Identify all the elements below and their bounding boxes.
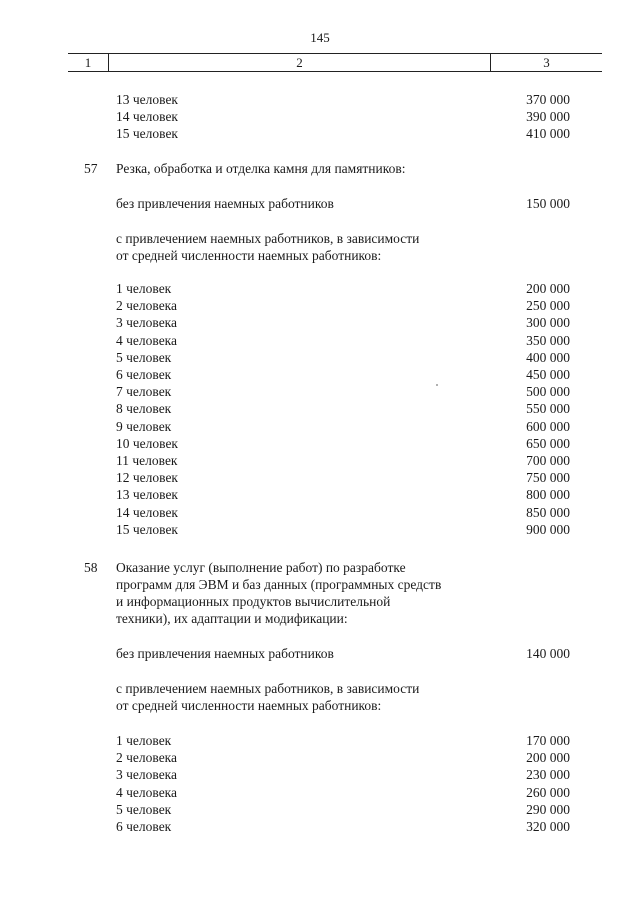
row-label: 11 человек: [116, 453, 178, 468]
row-value: 230 000: [526, 767, 570, 783]
row-value: 170 000: [526, 733, 570, 748]
section-number: 58: [84, 560, 98, 575]
row-value: 450 000: [526, 367, 570, 382]
scan-speck: [436, 384, 438, 386]
row-value: 600 000: [526, 418, 570, 434]
row-label: 13 человек: [116, 92, 178, 107]
row-value: 410 000: [526, 126, 570, 141]
hire-note-line: с привлечением наемных работников, в зависимости: [116, 681, 420, 696]
row-label: 14 человек: [116, 504, 178, 520]
row-label: 5 человек: [116, 349, 172, 365]
row-value: 400 000: [526, 349, 570, 365]
row-value: 650 000: [526, 435, 570, 451]
no-hire-label: без привлечения наемных работников: [116, 196, 334, 211]
row-label: 3 человека: [116, 315, 178, 331]
row-label: 10 человек: [116, 435, 178, 451]
row-label: 9 человек: [116, 418, 172, 434]
row-label: 1 человек: [116, 733, 172, 748]
section-title-line: Оказание услуг (выполнение работ) по разработке: [116, 560, 406, 575]
row-value: 290 000: [526, 801, 570, 817]
row-label: 1 человек: [116, 281, 172, 296]
row-value: 250 000: [526, 298, 570, 314]
no-hire-value: 150 000: [526, 196, 570, 211]
hire-note-line: с привлечением наемных работников, в зависимости: [116, 231, 420, 246]
row-value: 200 000: [526, 281, 570, 296]
header-col-1: 1: [84, 55, 92, 70]
hire-note-line: от средней численности наемных работников:: [116, 698, 382, 713]
page-number: 145: [310, 30, 330, 45]
row-label: 2 человека: [116, 298, 178, 314]
row-label: 13 человек: [116, 487, 178, 503]
no-hire-label: без привлечения наемных работников: [116, 646, 334, 661]
row-label: 15 человек: [116, 126, 178, 141]
row-value: 320 000: [526, 819, 570, 834]
row-label: 7 человек: [116, 384, 172, 400]
row-value: 700 000: [526, 453, 570, 468]
row-label: 14 человек: [116, 109, 178, 124]
row-label: 3 человека: [116, 767, 178, 783]
no-hire-value: 140 000: [526, 646, 570, 661]
row-value: 500 000: [526, 384, 570, 400]
row-label: 8 человек: [116, 401, 172, 417]
row-value: 800 000: [526, 487, 570, 503]
row-value: 370 000: [526, 92, 570, 107]
row-label: 2 человека: [116, 750, 178, 766]
header-col-3: 3: [543, 55, 550, 70]
hire-note-line: от средней численности наемных работников:: [116, 248, 382, 263]
section-number: 57: [84, 161, 98, 176]
row-value: 350 000: [526, 332, 570, 348]
row-value: 850 000: [526, 504, 570, 520]
row-value: 390 000: [526, 109, 570, 124]
row-label: 5 человек: [116, 801, 172, 817]
row-label: 4 человека: [116, 332, 178, 348]
header-col-2: 2: [296, 55, 303, 70]
section-title-line: техники), их адаптации и модификации:: [116, 611, 348, 626]
section-title: Резка, обработка и отделка камня для памятников:: [116, 161, 406, 176]
row-label: 12 человек: [116, 470, 178, 486]
section-title-line: программ для ЭВМ и баз данных (программных средств: [116, 577, 442, 592]
row-value: 750 000: [526, 470, 570, 486]
row-label: 15 человек: [116, 521, 178, 537]
section-title-line: и информационных продуктов вычислительной: [116, 594, 391, 609]
row-label: 6 человек: [116, 819, 172, 834]
row-value: 300 000: [526, 315, 570, 331]
row-label: 4 человека: [116, 784, 178, 800]
row-value: 260 000: [526, 784, 570, 800]
row-label: 6 человек: [116, 367, 172, 382]
row-value: 200 000: [526, 750, 570, 766]
header-bottom-rule: [68, 71, 602, 72]
row-value: 900 000: [526, 521, 570, 537]
row-value: 550 000: [526, 401, 570, 417]
